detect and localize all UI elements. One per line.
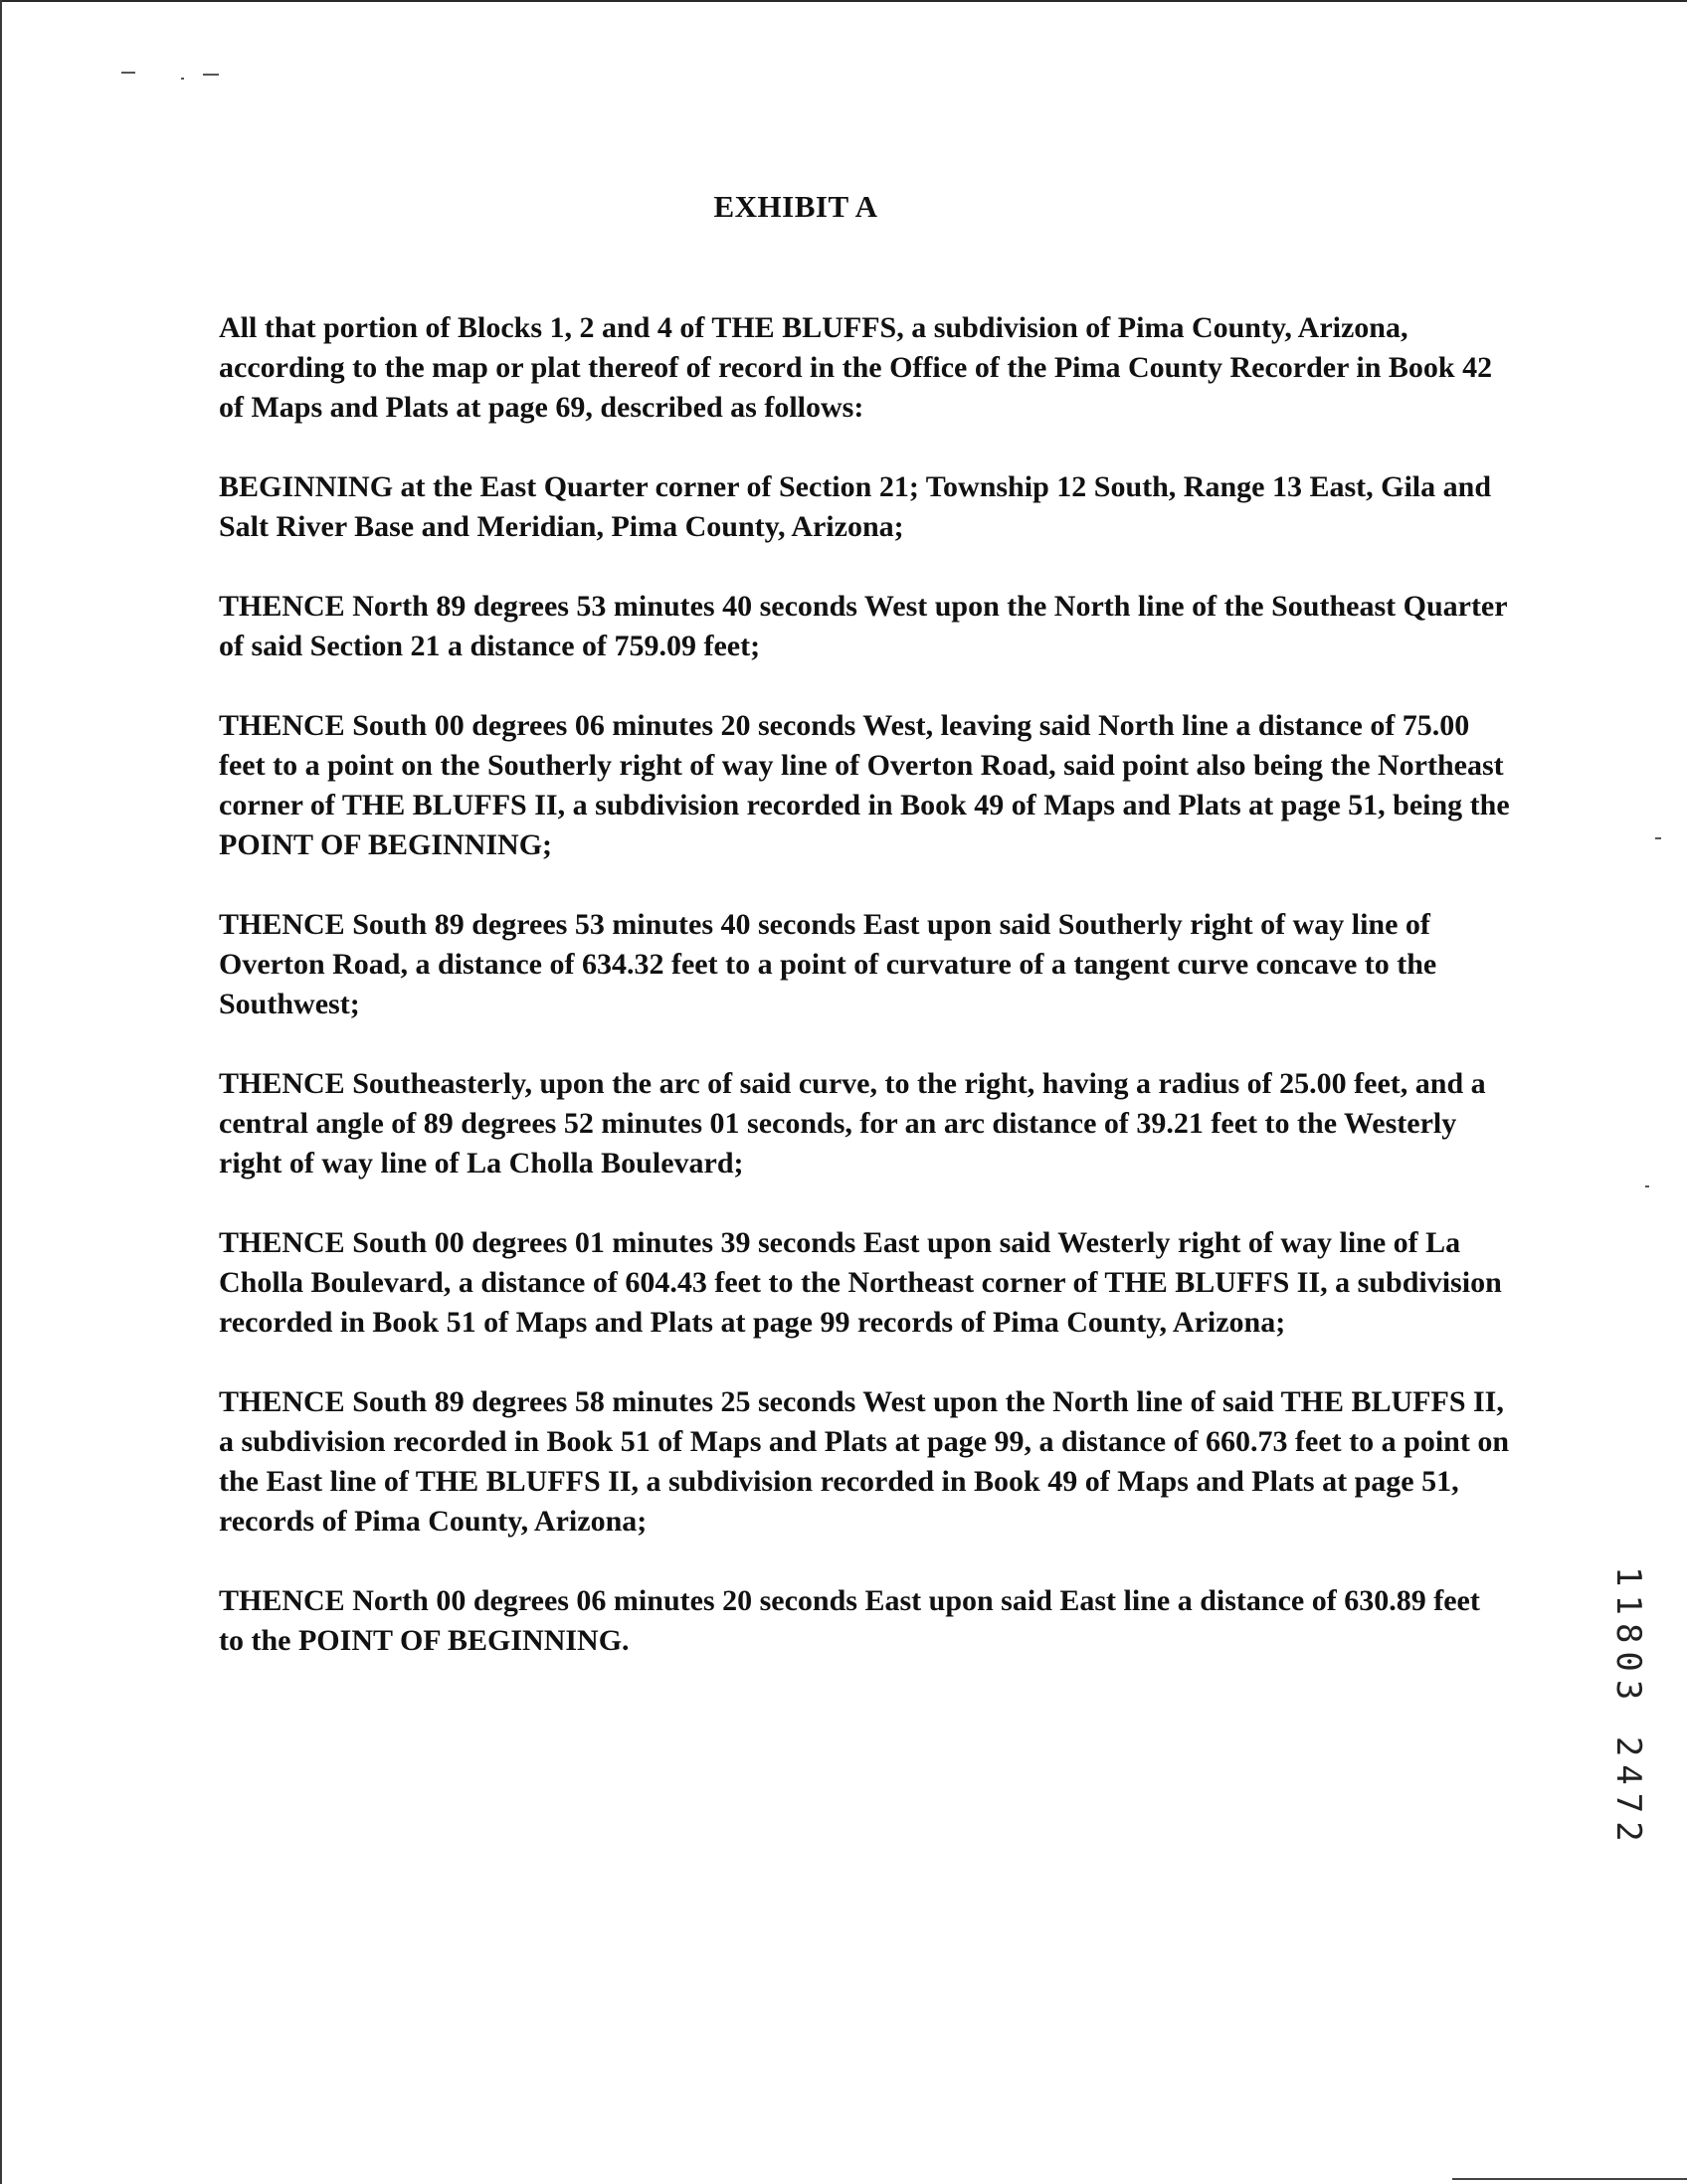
- paragraph-thence-1: THENCE North 89 degrees 53 minutes 40 seconds West upon the North line of the Southeast Quarter of said Section 21 a distance of 759.09 feet;: [219, 590, 1508, 662]
- paragraph-thence-2: THENCE South 00 degrees 06 minutes 20 seconds West, leaving said North line a distance of 75.00 feet to a point on the Southerly right of way line of Overton Road, said point also being the Northeast corner of THE BLUFFS II, a subdivision recorded in Book 49 of Maps and Plats at page 51, being the POINT OF BEGINNING;: [219, 709, 1510, 861]
- scan-edge-top: [0, 0, 1687, 2]
- scan-edge-left: [0, 0, 2, 2184]
- scan-speck: [203, 74, 219, 76]
- paragraph-intro: All that portion of Blocks 1, 2 and 4 of THE BLUFFS, a subdivision of Pima County, Arizona, according to the map or plat thereof of record in the Office of the Pima County Recorder in Book 42 of Maps and Plats at page 69, described as follows:: [219, 311, 1493, 424]
- paragraph-beginning: BEGINNING at the East Quarter corner of Section 21; Township 12 South, Range 13 East, Gila and Salt River Base and Meridian, Pima County, Arizona;: [219, 470, 1492, 543]
- legal-description: [219, 308, 1512, 1701]
- recording-stamp: [1608, 1566, 1656, 1905]
- scan-speck: [1645, 1185, 1649, 1187]
- scan-speck: [121, 72, 135, 74]
- scan-speck: [1655, 837, 1661, 839]
- paragraph-thence-3: THENCE South 89 degrees 53 minutes 40 seconds East upon said Southerly right of way line of Overton Road, a distance of 634.32 feet to a point of curvature of a tangent curve concave to the Southwest;: [219, 908, 1437, 1020]
- paragraph-thence-5: THENCE South 00 degrees 01 minutes 39 seconds East upon said Westerly right of way line of La Cholla Boulevard, a distance of 604.43 feet to the Northeast corner of THE BLUFFS II, a subdivision recorded in Book 51 of Maps and Plats at page 99 records of Pima County, Arizona;: [219, 1226, 1502, 1339]
- scan-speck: [181, 78, 184, 80]
- scan-edge-bottom: [1452, 2178, 1687, 2180]
- recording-stamp-number: 11803 2472: [1608, 1566, 1648, 1850]
- paragraph-thence-6: THENCE South 89 degrees 58 minutes 25 seconds West upon the North line of said THE BLUFFS II, a subdivision recorded in Book 51 of Maps and Plats at page 99, a distance of 660.73 feet to a point on the East line of THE BLUFFS II, a subdivision recorded in Book 49 of Maps and Plats at page 51, records of Pima County, Arizona;: [219, 1385, 1510, 1538]
- paragraph-thence-7: THENCE North 00 degrees 06 minutes 20 seconds East upon said East line a distance of 630.89 feet to the POINT OF BEGINNING.: [219, 1584, 1480, 1657]
- exhibit-title: EXHIBIT A: [713, 189, 878, 224]
- paragraph-thence-4: THENCE Southeasterly, upon the arc of said curve, to the right, having a radius of 25.00 feet, and a central angle of 89 degrees 52 minutes 01 seconds, for an arc distance of 39.21 feet to the Westerly right of way line of La Cholla Boulevard;: [219, 1067, 1486, 1180]
